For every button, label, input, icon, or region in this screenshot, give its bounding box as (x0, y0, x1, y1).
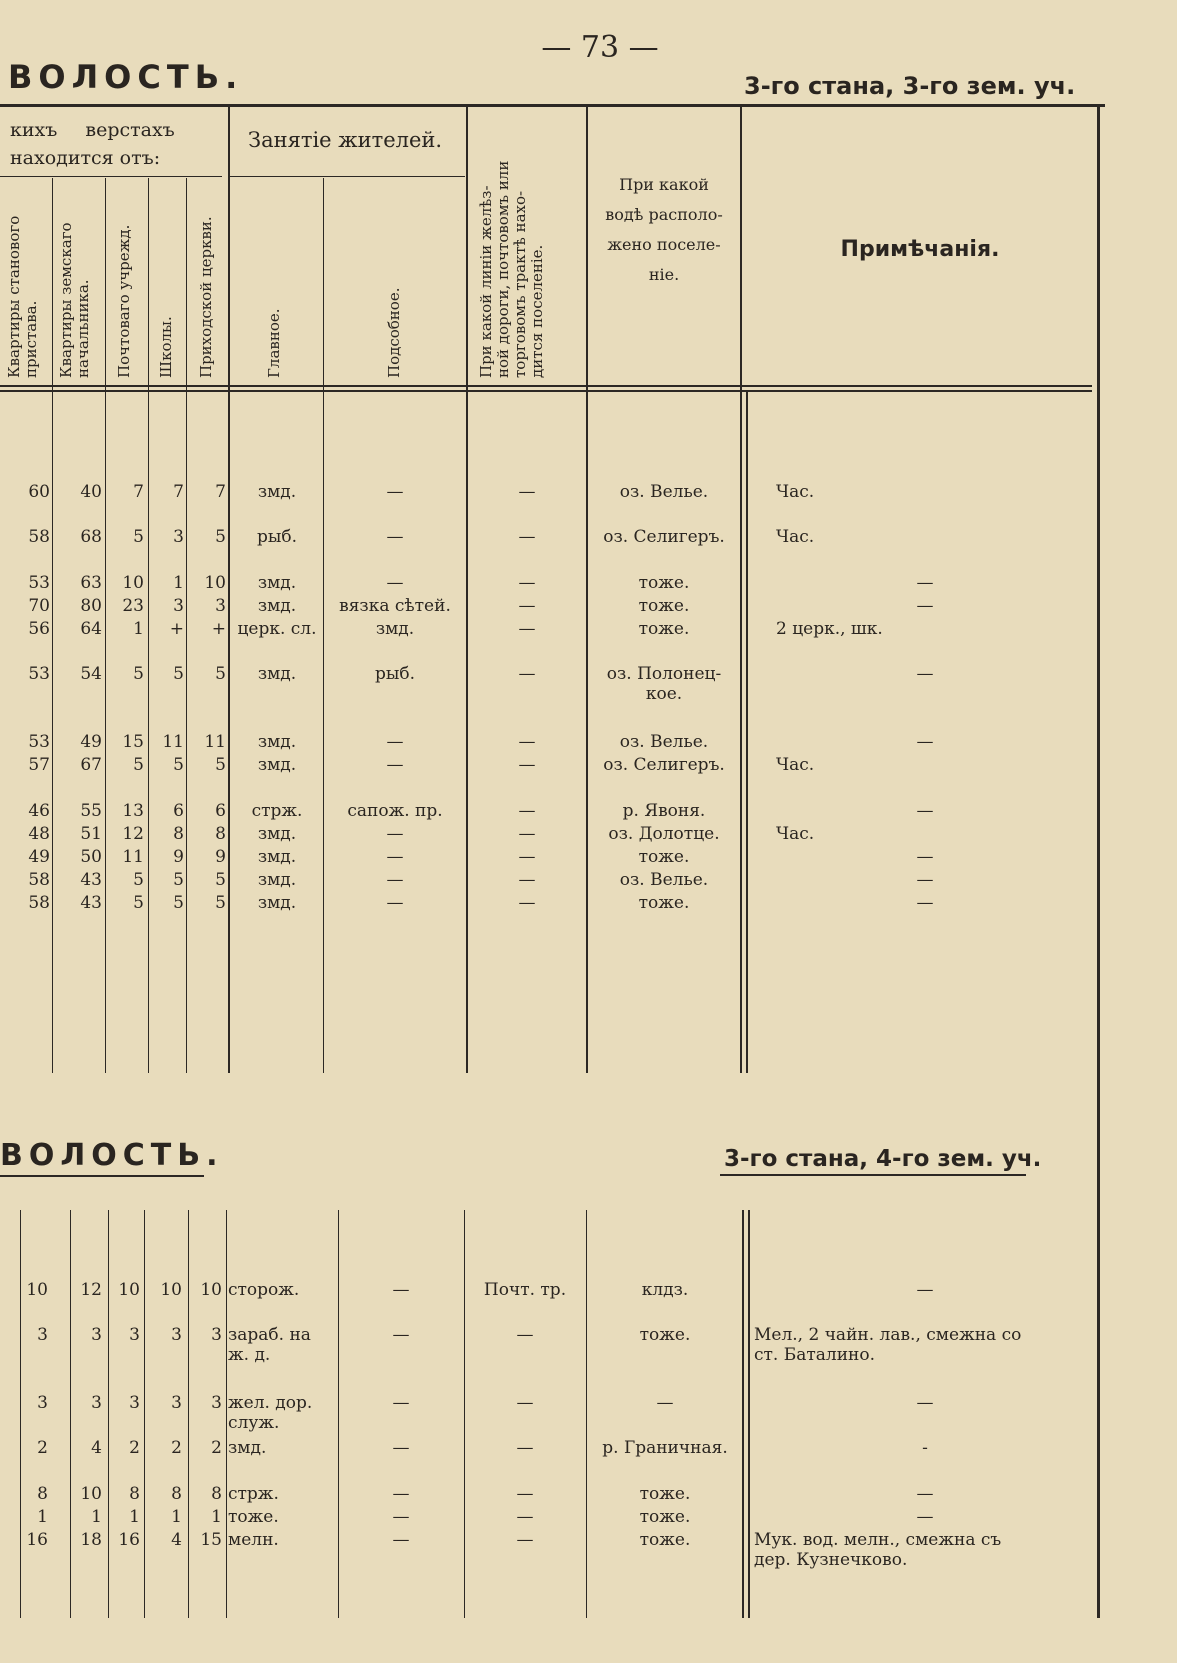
table-cell-a: 1 (37, 1507, 48, 1527)
table-cell-water: оз. Велье. (619, 732, 709, 752)
table-cell-a: 56 (28, 619, 50, 639)
table-cell-c: 23 (122, 596, 144, 616)
table-cell-main: стрж. (251, 801, 303, 821)
table-cell-d: + (169, 619, 184, 639)
col-header-aux: Подсобное. (385, 287, 403, 378)
table-cell-main: жел. дор. служ. (228, 1393, 313, 1433)
table-cell-note: Мук. вод. мелн., смежна съ дер. Кузнечково. (754, 1530, 1002, 1570)
table-cell-note: — (916, 870, 934, 890)
table-cell-main: змд. (228, 1438, 267, 1458)
table-cell-d: 1 (171, 1507, 182, 1527)
table-cell-b: 54 (80, 664, 102, 684)
table-cell-c: 1 (129, 1507, 140, 1527)
table-cell-e: 5 (215, 755, 226, 775)
table-cell-water: тоже. (639, 1507, 691, 1527)
table-cell-main: змд. (257, 732, 297, 752)
table-cell-b: 63 (80, 573, 102, 593)
table-cell-e: 10 (204, 573, 226, 593)
table-cell-water: оз. Велье. (619, 870, 709, 890)
table-cell-c: 1 (133, 619, 144, 639)
table-cell-aux: — (386, 893, 404, 913)
stan-label-bottom: 3-го стана, 4-го зем. уч. (724, 1146, 1042, 1172)
table-cell-e: 5 (215, 893, 226, 913)
table-cell-c: 5 (133, 664, 144, 684)
table-cell-rail: — (516, 1484, 534, 1504)
table-cell-e: 6 (215, 801, 226, 821)
table-cell-d: 5 (173, 870, 184, 890)
table-cell-main: змд. (257, 870, 297, 890)
table-cell-e: 15 (200, 1530, 222, 1550)
table-cell-e: 8 (215, 824, 226, 844)
table-cell-water: оз. Велье. (619, 482, 709, 502)
col-rule (228, 106, 230, 1073)
table-cell-note: - (922, 1438, 928, 1458)
table-cell-b: 3 (91, 1325, 102, 1345)
table-cell-d: 10 (160, 1280, 182, 1300)
table-cell-rail: — (518, 847, 536, 867)
table-cell-rail: — (518, 573, 536, 593)
table-cell-c: 12 (122, 824, 144, 844)
table-cell-main: сторож. (228, 1280, 300, 1300)
stan-bottom-underline (720, 1174, 1026, 1176)
table-cell-note: — (916, 596, 934, 616)
col-rule (52, 178, 53, 1073)
table-cell-d: 4 (171, 1530, 182, 1550)
table-cell-water: тоже. (639, 1530, 691, 1550)
table-cell-c: 2 (129, 1438, 140, 1458)
col-header-school: Школы. (157, 316, 175, 378)
table-cell-note: — (916, 664, 934, 684)
col-rule (742, 1210, 744, 1618)
table-cell-rail: — (518, 824, 536, 844)
table-cell-water: тоже. (638, 619, 690, 639)
col-rule (746, 390, 748, 1073)
table-cell-c: 13 (122, 801, 144, 821)
table-cell-aux: — (386, 732, 404, 752)
table-cell-e: 7 (215, 482, 226, 502)
table-cell-d: 1 (173, 573, 184, 593)
table-cell-a: 53 (28, 664, 50, 684)
table-cell-rail: — (518, 596, 536, 616)
volost-title-bottom: ВОЛОСТЬ. (0, 1138, 224, 1173)
table-cell-d: 5 (173, 893, 184, 913)
col-rule (148, 178, 149, 1073)
col-header-water: При какой водѣ располо- жено поселе- ніе. (605, 175, 723, 284)
table-cell-note: — (916, 1280, 934, 1300)
stan-label-top: 3-го стана, 3-го зем. уч. (744, 72, 1076, 100)
table-cell-rail: — (516, 1393, 534, 1413)
table-top-rule (0, 104, 1105, 107)
table-cell-b: 51 (80, 824, 102, 844)
col-rule (144, 1210, 145, 1618)
table-cell-note: — (916, 801, 934, 821)
table-cell-d: 5 (173, 755, 184, 775)
col-header-rail: При какой линіи желѣз- ной дороги, почтовомъ или торговомъ трактѣ нахо- дится поселеніе. (477, 160, 546, 378)
col-header-notes: Примѣчанія. (840, 237, 1000, 262)
table-cell-note: — (916, 1507, 934, 1527)
table-cell-e: 3 (215, 596, 226, 616)
table-cell-water: — (656, 1393, 674, 1413)
table-cell-note: Час. (776, 824, 815, 844)
table-cell-e: 3 (211, 1325, 222, 1345)
table-cell-a: 58 (28, 527, 50, 547)
table-cell-water: тоже. (638, 596, 690, 616)
table-cell-rail: — (518, 732, 536, 752)
table-cell-water: оз. Долотце. (608, 824, 720, 844)
col-header-main: Главное. (265, 308, 283, 378)
table-cell-water: тоже. (639, 1325, 691, 1345)
table-cell-e: 9 (215, 847, 226, 867)
table-cell-main: змд. (257, 847, 297, 867)
table-cell-rail: — (518, 619, 536, 639)
table-cell-c: 8 (129, 1484, 140, 1504)
table-cell-e: 11 (204, 732, 226, 752)
table-cell-d: 9 (173, 847, 184, 867)
table-cell-e: 5 (215, 870, 226, 890)
table-cell-c: 3 (129, 1325, 140, 1345)
table-cell-c: 10 (122, 573, 144, 593)
table-cell-a: 46 (28, 801, 50, 821)
table-cell-b: 43 (80, 870, 102, 890)
col-rule (338, 1210, 339, 1618)
table-cell-main: рыб. (256, 527, 298, 547)
table-cell-aux: — (392, 1438, 410, 1458)
table-cell-d: 3 (171, 1325, 182, 1345)
table-cell-rail: — (516, 1325, 534, 1345)
table-cell-aux: — (386, 847, 404, 867)
col-rule (464, 1210, 465, 1618)
table-cell-a: 53 (28, 573, 50, 593)
table-cell-d: 7 (173, 482, 184, 502)
table-cell-aux: — (392, 1325, 410, 1345)
right-border-rule (1097, 106, 1100, 1618)
table-cell-rail: — (518, 801, 536, 821)
table-cell-d: 3 (171, 1393, 182, 1413)
volost-title-top: ВОЛОСТЬ. (8, 58, 244, 96)
col-rule (323, 178, 324, 1073)
table-cell-aux: рыб. (374, 664, 416, 684)
table-cell-aux: — (392, 1280, 410, 1300)
table-cell-c: 11 (122, 847, 144, 867)
table-cell-e: 1 (211, 1507, 222, 1527)
col-rule (70, 1210, 71, 1618)
table-cell-a: 53 (28, 732, 50, 752)
table-cell-note: — (916, 573, 934, 593)
table-cell-aux: — (386, 527, 404, 547)
volost-title-underline (0, 1175, 204, 1177)
table-cell-aux: — (386, 824, 404, 844)
table-cell-b: 1 (91, 1507, 102, 1527)
table-cell-b: 67 (80, 755, 102, 775)
table-cell-a: 60 (28, 482, 50, 502)
table-cell-a: 48 (28, 824, 50, 844)
table-cell-b: 55 (80, 801, 102, 821)
table-cell-aux: — (386, 573, 404, 593)
table-cell-main: змд. (257, 664, 297, 684)
table-cell-main: зараб. на ж. д. (228, 1325, 311, 1365)
table-cell-b: 43 (80, 893, 102, 913)
page-number: — 73 — (541, 30, 659, 65)
header-bottom-rule (0, 385, 1092, 387)
table-cell-main: змд. (257, 824, 297, 844)
table-cell-aux: — (392, 1393, 410, 1413)
table-cell-a: 3 (37, 1393, 48, 1413)
col-rule (740, 106, 742, 1073)
table-cell-water: р. Явоня. (622, 801, 706, 821)
table-cell-b: 12 (80, 1280, 102, 1300)
table-cell-a: 16 (26, 1530, 48, 1550)
table-cell-a: 3 (37, 1325, 48, 1345)
table-cell-water: оз. Селигеръ. (603, 527, 725, 547)
table-cell-d: 11 (162, 732, 184, 752)
table-cell-d: 8 (171, 1484, 182, 1504)
table-cell-water: тоже. (638, 847, 690, 867)
table-cell-water: тоже. (638, 893, 690, 913)
table-cell-b: 10 (80, 1484, 102, 1504)
table-cell-b: 40 (80, 482, 102, 502)
header-bottom-rule-2 (0, 390, 1092, 392)
table-cell-aux: — (386, 755, 404, 775)
table-cell-main: тоже. (228, 1507, 279, 1527)
table-cell-c: 10 (118, 1280, 140, 1300)
col-rule (466, 106, 468, 1073)
table-cell-rail: — (516, 1438, 534, 1458)
table-cell-main: стрж. (228, 1484, 279, 1504)
table-cell-water: оз. Селигеръ. (603, 755, 725, 775)
table-cell-water: тоже. (639, 1484, 691, 1504)
table-cell-note: — (916, 732, 934, 752)
table-cell-d: 6 (173, 801, 184, 821)
table-cell-aux: вязка сѣтей. (339, 596, 451, 616)
table-cell-c: 16 (118, 1530, 140, 1550)
table-cell-a: 70 (28, 596, 50, 616)
table-cell-note: — (916, 1393, 934, 1413)
table-cell-aux: змд. (375, 619, 415, 639)
table-cell-note: Час. (776, 482, 815, 502)
table-cell-a: 2 (37, 1438, 48, 1458)
table-cell-rail: — (516, 1530, 534, 1550)
table-cell-note: Час. (776, 527, 815, 547)
table-cell-aux: — (392, 1507, 410, 1527)
table-cell-a: 10 (26, 1280, 48, 1300)
table-cell-b: 64 (80, 619, 102, 639)
table-cell-main: змд. (257, 755, 297, 775)
table-cell-main: змд. (257, 893, 297, 913)
table-cell-c: 7 (133, 482, 144, 502)
table-cell-b: 3 (91, 1393, 102, 1413)
table-cell-c: 5 (133, 893, 144, 913)
table-cell-note: — (916, 1484, 934, 1504)
table-cell-d: 3 (173, 596, 184, 616)
table-cell-e: 5 (215, 664, 226, 684)
table-cell-water: тоже. (638, 573, 690, 593)
table-cell-rail: — (518, 893, 536, 913)
col-rule (748, 1210, 750, 1618)
table-cell-b: 80 (80, 596, 102, 616)
occupation-sub-rule (230, 176, 465, 177)
col-header-church: Приходской церкви. (197, 216, 215, 378)
table-cell-d: 3 (173, 527, 184, 547)
table-cell-water: оз. Полонец- кое. (606, 664, 722, 704)
table-cell-a: 49 (28, 847, 50, 867)
table-cell-water: р. Граничная. (602, 1438, 728, 1458)
table-cell-e: 5 (215, 527, 226, 547)
table-cell-main: церк. сл. (237, 619, 317, 639)
table-cell-d: 8 (173, 824, 184, 844)
table-cell-e: 10 (200, 1280, 222, 1300)
col-rule (105, 178, 106, 1073)
table-cell-aux: — (392, 1530, 410, 1550)
table-cell-c: 5 (133, 755, 144, 775)
table-cell-rail: — (518, 870, 536, 890)
col-header-kvart-stan: Квартиры станового пристава. (5, 215, 40, 378)
col-header-kvart-zem: Квартиры земскаго начальника. (57, 222, 92, 378)
table-cell-e: 3 (211, 1393, 222, 1413)
table-cell-a: 58 (28, 870, 50, 890)
table-cell-b: 50 (80, 847, 102, 867)
table-cell-b: 68 (80, 527, 102, 547)
table-cell-e: 8 (211, 1484, 222, 1504)
table-cell-note: Час. (776, 755, 815, 775)
table-cell-main: мелн. (228, 1530, 279, 1550)
table-cell-d: 5 (173, 664, 184, 684)
table-cell-aux: — (386, 870, 404, 890)
table-cell-note: Мел., 2 чайн. лав., смежна со ст. Баталино. (754, 1325, 1022, 1365)
table-cell-rail: Почт. тр. (483, 1280, 567, 1300)
col-rule (226, 1210, 227, 1618)
col-rule (586, 106, 588, 1073)
table-cell-main: змд. (257, 596, 297, 616)
table-cell-b: 18 (80, 1530, 102, 1550)
distance-header-bottom: находится отъ: (10, 147, 161, 169)
table-cell-e: + (211, 619, 226, 639)
table-cell-aux: — (392, 1484, 410, 1504)
table-cell-aux: — (386, 482, 404, 502)
table-cell-aux: сапож. пр. (347, 801, 443, 821)
table-cell-b: 49 (80, 732, 102, 752)
table-cell-c: 5 (133, 527, 144, 547)
table-cell-a: 57 (28, 755, 50, 775)
col-rule (20, 1210, 21, 1618)
distance-header-top: кихъ верстахъ (10, 119, 175, 141)
table-cell-c: 5 (133, 870, 144, 890)
table-cell-b: 4 (91, 1438, 102, 1458)
table-cell-note: — (916, 847, 934, 867)
table-cell-rail: — (518, 755, 536, 775)
table-cell-main: змд. (257, 482, 297, 502)
table-cell-rail: — (518, 527, 536, 547)
occupation-header: Занятіе жителей. (248, 128, 443, 152)
col-header-post: Почтоваго учрежд. (115, 224, 133, 378)
table-cell-note: 2 церк., шк. (776, 619, 883, 639)
col-rule (186, 178, 187, 1073)
table-cell-a: 58 (28, 893, 50, 913)
table-cell-c: 15 (122, 732, 144, 752)
distance-sub-rule (0, 176, 222, 177)
table-cell-a: 8 (37, 1484, 48, 1504)
table-cell-water: клдз. (641, 1280, 689, 1300)
col-rule (108, 1210, 109, 1618)
table-cell-e: 2 (211, 1438, 222, 1458)
table-cell-c: 3 (129, 1393, 140, 1413)
col-rule (586, 1210, 587, 1618)
col-rule (188, 1210, 189, 1618)
table-cell-rail: — (518, 664, 536, 684)
table-cell-rail: — (518, 482, 536, 502)
table-cell-main: змд. (257, 573, 297, 593)
table-cell-rail: — (516, 1507, 534, 1527)
table-cell-d: 2 (171, 1438, 182, 1458)
table-cell-note: — (916, 893, 934, 913)
